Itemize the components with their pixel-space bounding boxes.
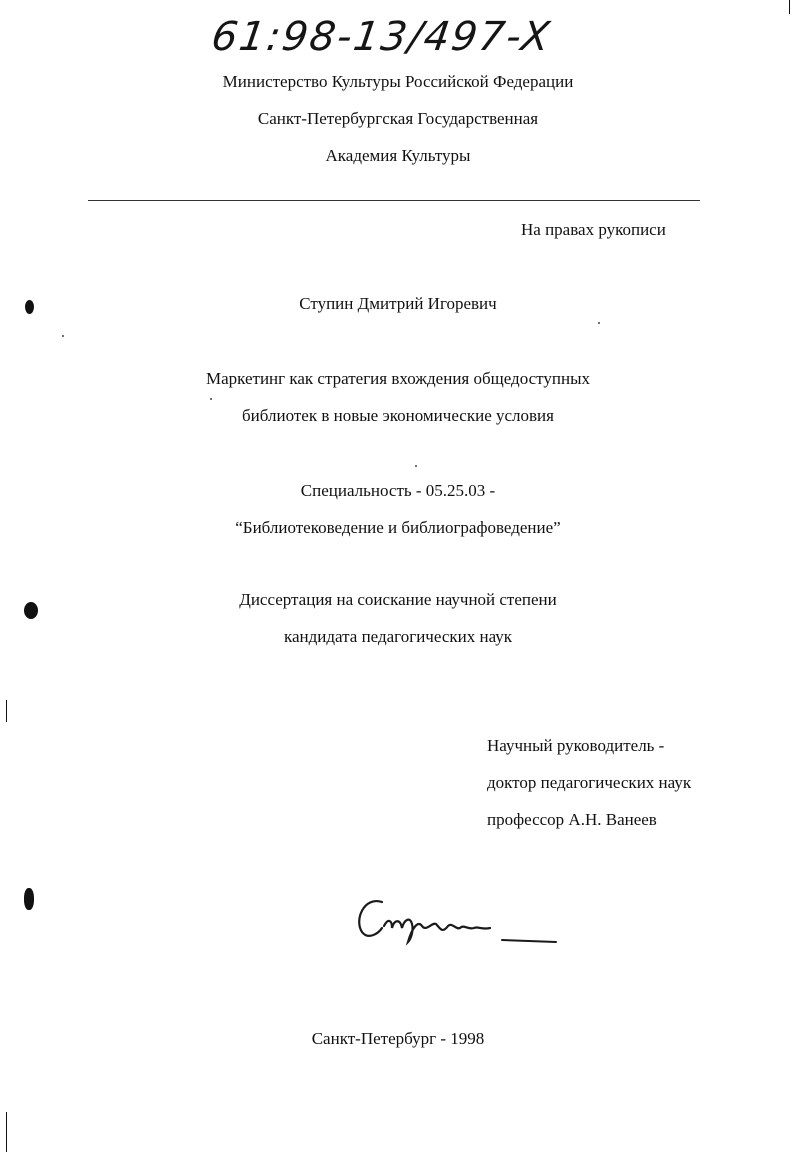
institution-line: Санкт-Петербургская Государственная: [257, 109, 539, 128]
scan-edge-line: [6, 700, 7, 722]
scan-edge-line: [6, 1112, 7, 1152]
scan-binder-hole: [24, 602, 38, 619]
title-line-1: Маркетинг как стратегия вхождения общедоступных: [205, 369, 590, 388]
header-divider: [88, 200, 700, 201]
scan-binder-hole: [25, 300, 34, 314]
ministry-line: Министерство Культуры Российской Федерации: [222, 72, 574, 91]
scan-speck: [210, 398, 212, 400]
specialty-line-1: Специальность - 05.25.03 -: [300, 481, 496, 500]
author-signature: [352, 890, 572, 960]
scan-speck: [62, 335, 64, 337]
scan-binder-hole: [24, 888, 34, 910]
scan-edge-line: [789, 0, 790, 14]
supervisor-line-2: доктор педагогических наук: [487, 773, 692, 792]
supervisor-line-3: профессор А.Н. Ванеев: [487, 810, 657, 829]
scan-speck: [415, 465, 417, 467]
title-line-2: библиотек в новые экономические условия: [242, 406, 554, 425]
degree-line-1: Диссертация на соискание научной степени: [239, 590, 557, 609]
author-name: Ступин Дмитрий Игоревич: [299, 294, 497, 313]
place-and-year: Санкт-Петербург - 1998: [311, 1029, 485, 1048]
academy-line: Академия Культуры: [325, 146, 471, 165]
handwritten-archive-number: 61:98-13/497-X: [208, 14, 555, 60]
scan-speck: [598, 322, 600, 324]
degree-line-2: кандидата педагогических наук: [283, 627, 513, 646]
manuscript-note: На правах рукописи: [521, 220, 666, 239]
supervisor-line-1: Научный руководитель -: [487, 736, 665, 755]
specialty-line-2: “Библиотековедение и библиографоведение”: [235, 518, 561, 537]
